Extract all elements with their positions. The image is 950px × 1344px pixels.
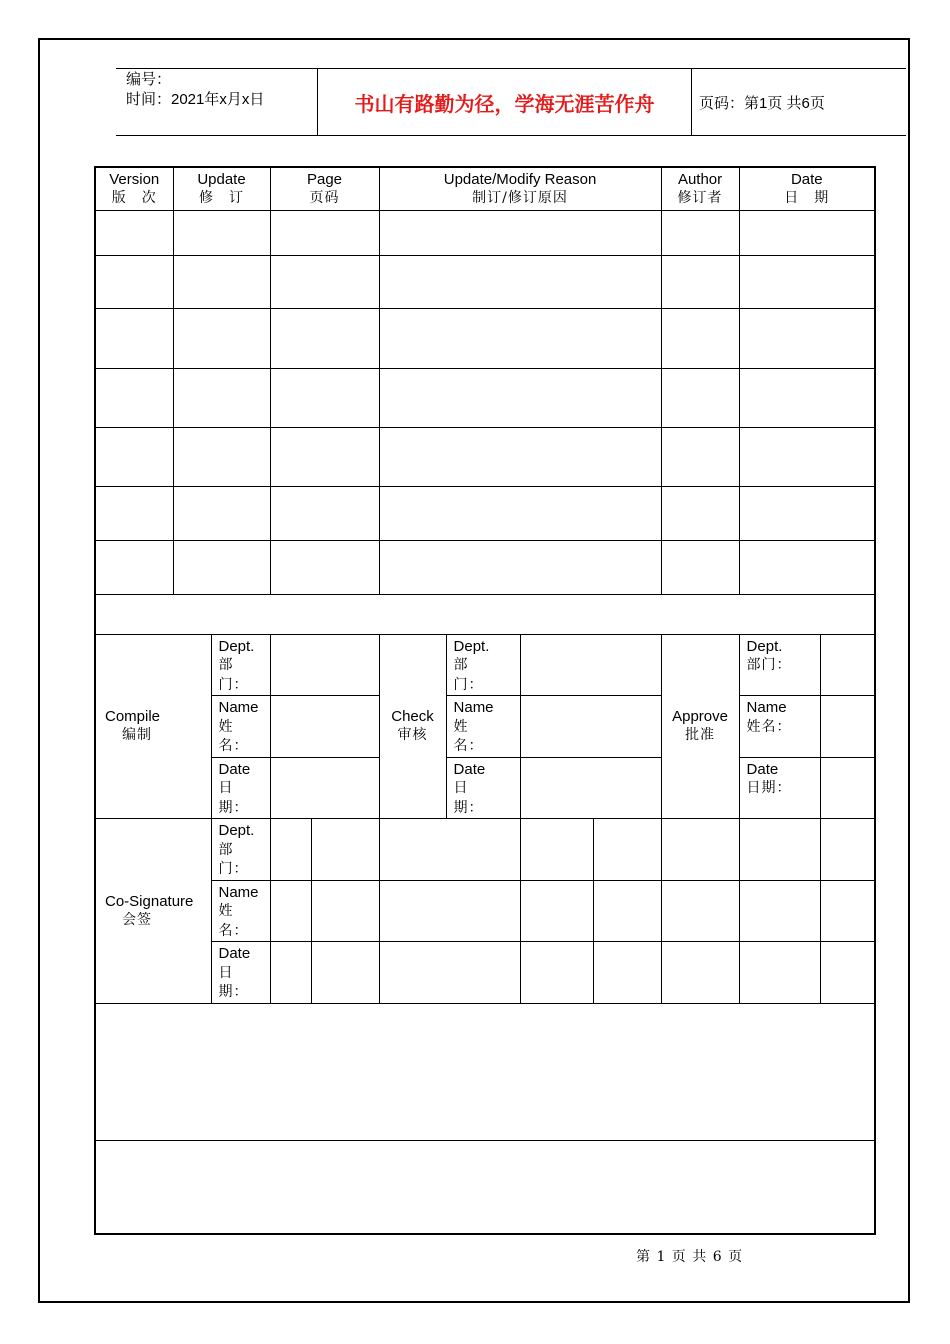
- cosign-cell[interactable]: [593, 819, 661, 881]
- update-cell[interactable]: [173, 308, 270, 368]
- update-cell[interactable]: [173, 486, 270, 540]
- approve-label: [661, 634, 739, 819]
- cosign-cell[interactable]: [593, 880, 661, 942]
- reason-cell[interactable]: [379, 427, 661, 486]
- label-text: 名：: [218, 738, 249, 754]
- approve-name-value[interactable]: [820, 696, 875, 758]
- label-text: Name: [218, 883, 259, 901]
- header-page-info: 页码：第1页 共6页: [699, 95, 825, 112]
- cosign-cell[interactable]: [739, 942, 820, 1004]
- col-header-update: [173, 167, 270, 210]
- author-cell[interactable]: [661, 255, 739, 308]
- header-divider-right: [691, 68, 692, 136]
- label-text: 制订/修订原因: [472, 189, 568, 206]
- label-text: Date: [790, 170, 823, 188]
- label-text: 部: [453, 657, 469, 673]
- label-text: 姓: [218, 718, 234, 735]
- label-text: 日: [453, 780, 469, 796]
- label-text: 名：: [218, 922, 249, 939]
- table-row: [95, 368, 875, 427]
- reason-cell[interactable]: [379, 540, 661, 594]
- cosign-cell[interactable]: [270, 819, 311, 881]
- label-text: 编制: [122, 727, 152, 744]
- date-cell[interactable]: [739, 368, 875, 427]
- remarks-row: [95, 1140, 875, 1234]
- spacer-cell: [95, 594, 875, 634]
- label-text: 姓名：: [746, 718, 792, 735]
- cosign-cell[interactable]: [520, 880, 593, 942]
- check-date-label: [446, 757, 520, 819]
- cosign-cell[interactable]: [661, 942, 739, 1004]
- col-header-author: [661, 167, 739, 210]
- label-text: Name: [453, 699, 494, 716]
- date-cell[interactable]: [739, 540, 875, 594]
- label-text: 部门：: [746, 657, 792, 673]
- col-header-reason: [379, 167, 661, 210]
- cosign-cell[interactable]: [270, 880, 311, 942]
- label-text: Date: [218, 945, 251, 962]
- cosign-cell[interactable]: [311, 942, 379, 1004]
- page-cell[interactable]: [270, 427, 379, 486]
- version-cell[interactable]: [95, 486, 173, 540]
- label-text: Dept.: [453, 637, 490, 655]
- document-time-label: 时间：2021年x月x日: [126, 91, 265, 108]
- cosign-cell[interactable]: [311, 819, 379, 881]
- update-cell[interactable]: [173, 540, 270, 594]
- cosign-cell[interactable]: [739, 880, 820, 942]
- notes-area[interactable]: [95, 1003, 875, 1140]
- approve-date-value[interactable]: [820, 757, 875, 819]
- update-cell[interactable]: [173, 210, 270, 255]
- author-cell[interactable]: [661, 427, 739, 486]
- version-cell[interactable]: [95, 210, 173, 255]
- check-name-value[interactable]: [520, 696, 661, 758]
- author-cell[interactable]: [661, 540, 739, 594]
- table-row: [95, 255, 875, 308]
- label-text: 版 次: [111, 189, 157, 206]
- label-text: 会签: [122, 911, 152, 928]
- page-cell[interactable]: [270, 210, 379, 255]
- cosign-cell[interactable]: [661, 880, 739, 942]
- table-row: [95, 308, 875, 368]
- label-text: Author: [677, 170, 723, 188]
- label-text: 门：: [218, 676, 249, 693]
- header-top-rule: [116, 68, 906, 69]
- compile-name-value[interactable]: [270, 696, 379, 758]
- version-cell[interactable]: [95, 540, 173, 594]
- compile-label: [95, 634, 211, 819]
- page-footer: 第 1 页 共 6 页: [636, 1249, 744, 1265]
- check-date-value[interactable]: [520, 757, 661, 819]
- date-cell[interactable]: [739, 255, 875, 308]
- page-cell[interactable]: [270, 486, 379, 540]
- label-text: Date: [218, 760, 251, 778]
- table-row: [95, 540, 875, 594]
- cosign-cell[interactable]: [820, 942, 875, 1004]
- cosign-row-date: [95, 942, 875, 1004]
- header-meta: [126, 70, 264, 110]
- label-text: 部: [218, 841, 234, 858]
- author-cell[interactable]: [661, 210, 739, 255]
- header-bottom-rule: [116, 135, 906, 136]
- approve-date-label: [739, 757, 820, 819]
- date-cell[interactable]: [739, 210, 875, 255]
- label-text: 期：: [218, 799, 249, 816]
- revision-record-table: [94, 166, 876, 1235]
- label-text: Co-Signature: [105, 892, 194, 910]
- table-row: [95, 210, 875, 255]
- approve-dept-value[interactable]: [820, 634, 875, 696]
- author-cell[interactable]: [661, 368, 739, 427]
- label-text: 日: [218, 780, 234, 796]
- author-cell[interactable]: [661, 308, 739, 368]
- label-text: 门：: [218, 861, 249, 877]
- approve-dept-label: [739, 634, 820, 696]
- label-text: Dept.: [746, 637, 783, 655]
- page-cell[interactable]: [270, 368, 379, 427]
- label-text: Dept.: [218, 637, 255, 655]
- cosign-cell[interactable]: [520, 942, 593, 1004]
- label-text: 页码: [309, 189, 340, 206]
- label-text: 部: [218, 657, 234, 673]
- label-text: 门：: [453, 676, 484, 693]
- label-text: 期：: [453, 799, 484, 816]
- check-label: [379, 634, 446, 819]
- check-name-label: [446, 696, 520, 758]
- label-text: Page: [306, 170, 343, 188]
- label-text: Date: [453, 760, 486, 778]
- cosign-name-label: [211, 880, 270, 942]
- cosign-cell[interactable]: [661, 819, 739, 881]
- table-row: [95, 427, 875, 486]
- cosign-cell[interactable]: [739, 819, 820, 881]
- approval-row-dept: [95, 634, 875, 696]
- document-number-label: 编号：: [126, 71, 172, 88]
- label-text: 修订者: [677, 189, 723, 206]
- cosign-cell[interactable]: [520, 819, 593, 881]
- cosign-date-label: [211, 942, 270, 1004]
- cosign-cell[interactable]: [311, 880, 379, 942]
- label-text: 姓: [218, 903, 234, 919]
- cosign-label: [95, 819, 211, 1004]
- label-text: 日期：: [746, 780, 792, 796]
- table-row: [95, 486, 875, 540]
- cosign-cell[interactable]: [820, 819, 875, 881]
- date-cell[interactable]: [739, 308, 875, 368]
- version-cell[interactable]: [95, 427, 173, 486]
- col-header-version: [95, 167, 173, 210]
- page-cell[interactable]: [270, 540, 379, 594]
- label-text: 批准: [685, 727, 716, 744]
- revision-header-row: [95, 167, 875, 210]
- label-text: 日: [218, 964, 234, 981]
- label-text: Date: [746, 760, 779, 778]
- label-text: Update/Modify Reason: [443, 170, 597, 188]
- reason-cell[interactable]: [379, 255, 661, 308]
- label-text: 修 订: [199, 189, 244, 206]
- compile-dept-value[interactable]: [270, 634, 379, 696]
- update-cell[interactable]: [173, 255, 270, 308]
- version-cell[interactable]: [95, 308, 173, 368]
- remarks-area[interactable]: [95, 1140, 875, 1234]
- reason-cell[interactable]: [379, 210, 661, 255]
- author-cell[interactable]: [661, 486, 739, 540]
- approve-name-label: [739, 696, 820, 758]
- reason-cell[interactable]: [379, 368, 661, 427]
- cosign-cell[interactable]: [270, 942, 311, 1004]
- cosign-cell[interactable]: [820, 880, 875, 942]
- approval-row-name: [95, 696, 875, 758]
- label-text: 姓: [453, 718, 469, 735]
- label-text: Update: [197, 170, 246, 188]
- label-text: Approve: [672, 708, 728, 726]
- version-cell[interactable]: [95, 368, 173, 427]
- compile-date-value[interactable]: [270, 757, 379, 819]
- spacer-row: [95, 594, 875, 634]
- reason-cell[interactable]: [379, 308, 661, 368]
- date-cell[interactable]: [739, 427, 875, 486]
- cosign-dept-label: [211, 819, 270, 881]
- cosign-row-dept: [95, 819, 875, 881]
- cosign-cell[interactable]: [379, 880, 520, 942]
- cosign-row-name: [95, 880, 875, 942]
- label-text: Dept.: [218, 822, 255, 839]
- compile-name-label: [211, 696, 270, 758]
- reason-cell[interactable]: [379, 486, 661, 540]
- page-cell[interactable]: [270, 308, 379, 368]
- approval-row-date: [95, 757, 875, 819]
- compile-dept-label: [211, 634, 270, 696]
- notes-row: [95, 1003, 875, 1140]
- cosign-cell[interactable]: [379, 819, 520, 881]
- compile-date-label: [211, 757, 270, 819]
- cosign-cell[interactable]: [379, 942, 520, 1004]
- label-text: 期：: [218, 984, 249, 1000]
- update-cell[interactable]: [173, 427, 270, 486]
- page-cell[interactable]: [270, 255, 379, 308]
- date-cell[interactable]: [739, 486, 875, 540]
- version-cell[interactable]: [95, 255, 173, 308]
- label-text: 日 期: [784, 189, 830, 206]
- label-text: Name: [218, 699, 259, 716]
- label-text: Compile: [105, 708, 161, 726]
- label-text: Version: [109, 170, 160, 188]
- label-text: Name: [746, 699, 787, 716]
- col-header-date: [739, 167, 875, 210]
- header-motto: 书山有路勤为径，学海无涯苦作舟: [354, 92, 655, 116]
- cosign-cell[interactable]: [593, 942, 661, 1004]
- label-text: 名：: [453, 738, 484, 754]
- check-dept-label: [446, 634, 520, 696]
- check-dept-value[interactable]: [520, 634, 661, 696]
- col-header-page: [270, 167, 379, 210]
- label-text: 审核: [397, 727, 428, 744]
- update-cell[interactable]: [173, 368, 270, 427]
- label-text: Check: [391, 708, 434, 726]
